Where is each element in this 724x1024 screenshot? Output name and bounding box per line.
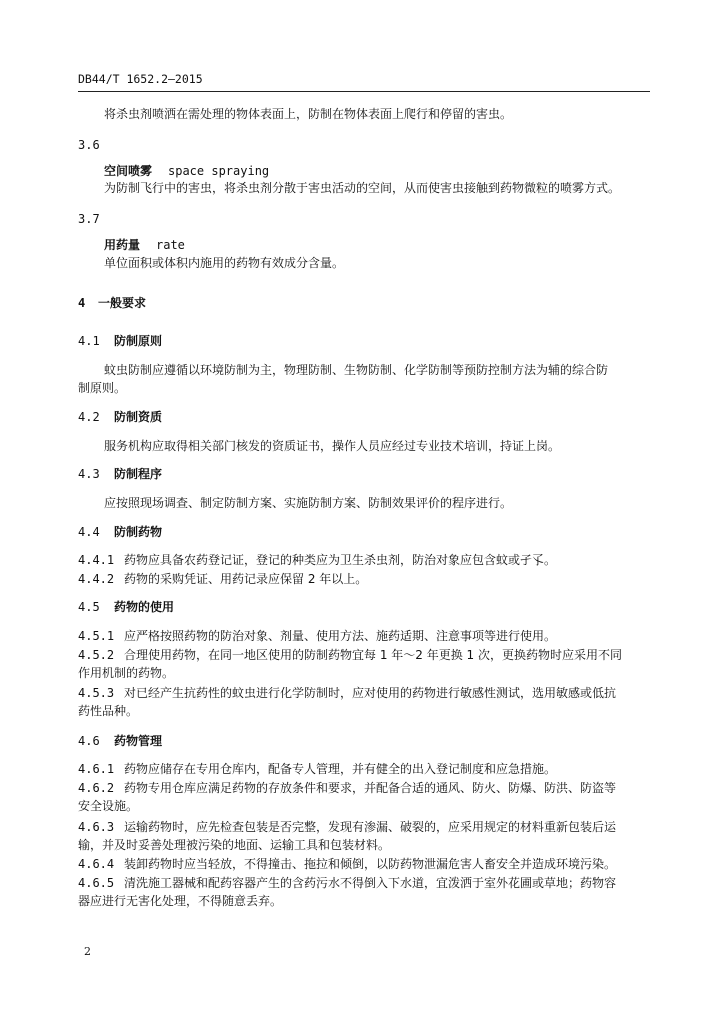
paragraph-line: 将杀虫剂喷洒在需处理的物体表面上，防制在物体表面上爬行和停留的害虫。 <box>104 107 513 121</box>
item-number: 4.6.5 <box>78 876 115 890</box>
header-rule <box>78 91 650 92</box>
item-number: 4.6.4 <box>78 857 115 871</box>
paragraph-line: 服务机构应取得相关部门核发的资质证书，操作人员应经过专业技术培训，持证上岗。 <box>104 439 561 453</box>
clause-title: 防制资质 <box>114 410 163 424</box>
clause-number: 4.5 <box>78 600 100 614</box>
paragraph-line: 应按照现场调查、制定防制方案、实施防制方案、防制效果评价的程序进行。 <box>104 496 513 510</box>
item-number: 4.6.1 <box>78 762 115 776</box>
item-number: 4.5.1 <box>78 629 115 643</box>
clause-number: 4.6 <box>78 734 100 748</box>
item-text-continuation: 器应进行无害化处理，不得随意丢弃。 <box>78 894 283 908</box>
item-text: 合理使用药物，在同一地区使用的防制药物宜每 1 年～2 年更换 1 次，更换药物时应采用不同 <box>124 648 622 662</box>
item-number: 4.6.2 <box>78 781 115 795</box>
item-text-continuation: 输，并及时妥善处理被污染的地面、运输工具和包装材料。 <box>78 838 391 852</box>
item-text: 对已经产生抗药性的蚊虫进行化学防制时，应对使用的药物进行敏感性测试，选用敏感或低抗 <box>124 686 617 700</box>
item-text: 运输药物时，应先检查包装是否完整，发现有渗漏、破裂的，应采用规定的材料重新包装后运 <box>124 820 617 834</box>
term-definition: 为防制飞行中的害虫，将杀虫剂分散于害虫活动的空间，从而使害虫接触到药物微粒的喷雾方式。 <box>104 181 621 195</box>
item-text: 应严格按照药物的防治对象、剂量、使用方法、施药适期、注意事项等进行使用。 <box>124 629 557 643</box>
clause-number: 4.1 <box>78 334 100 348</box>
paragraph-line: 蚊虫防制应遵循以环境防制为主，物理防制、生物防制、化学防制等预防控制方法为辅的综合防 <box>104 363 609 377</box>
item-text: 装卸药物时应当轻放，不得撞击、拖拉和倾倒，以防药物泄漏危害人畜安全并造成环境污染。 <box>124 857 617 871</box>
term-zh: 空间喷雾 <box>104 164 153 178</box>
clause-number: 3.6 <box>78 138 100 152</box>
chapter-title: 一般要求 <box>98 296 147 310</box>
clause-number: 4.2 <box>78 410 100 424</box>
document-code: DB44/T 1652.2—2015 <box>78 72 203 86</box>
term-zh: 用药量 <box>104 238 141 252</box>
item-text: 药物的采购凭证、用药记录应保留 2 年以上。 <box>124 572 368 586</box>
paragraph-line: 制原则。 <box>78 381 127 395</box>
term-definition: 单位面积或体积内施用的药物有效成分含量。 <box>104 256 345 270</box>
clause-title: 药物管理 <box>114 734 163 748</box>
item-text: 清洗施工器械和配药容器产生的含药污水不得倒入下水道，宜泼洒于室外花圃或草地；药物容 <box>124 876 617 890</box>
item-number: 4.4.2 <box>78 572 115 586</box>
clause-number: 4.3 <box>78 467 100 481</box>
item-number: 4.6.3 <box>78 820 115 834</box>
clause-number: 4.4 <box>78 525 100 539</box>
term-en: space spraying <box>168 164 270 178</box>
item-text: 药物应储存在专用仓库内，配备专人管理，并有健全的出入登记制度和应急措施。 <box>124 762 557 776</box>
item-text-continuation: 作用机制的药物。 <box>78 666 175 680</box>
item-text: 药物应具备农药登记证，登记的种类应为卫生杀虫剂，防治对象应包含蚊或孑孓。 <box>124 553 557 567</box>
item-number: 4.5.2 <box>78 648 115 662</box>
clause-title: 防制原则 <box>114 334 163 348</box>
clause-title: 防制药物 <box>114 525 163 539</box>
term-en: rate <box>156 238 185 252</box>
item-text-continuation: 药性品种。 <box>78 704 139 718</box>
clause-number: 3.7 <box>78 212 100 226</box>
item-text: 药物专用仓库应满足药物的存放条件和要求，并配备合适的通风、防火、防爆、防洪、防盗等 <box>124 781 617 795</box>
clause-title: 防制程序 <box>114 467 163 481</box>
item-text-continuation: 安全设施。 <box>78 799 139 813</box>
page-number: 2 <box>84 945 91 958</box>
clause-title: 药物的使用 <box>114 600 175 614</box>
item-number: 4.4.1 <box>78 553 115 567</box>
item-number: 4.5.3 <box>78 686 115 700</box>
chapter-number: 4 <box>78 296 86 310</box>
